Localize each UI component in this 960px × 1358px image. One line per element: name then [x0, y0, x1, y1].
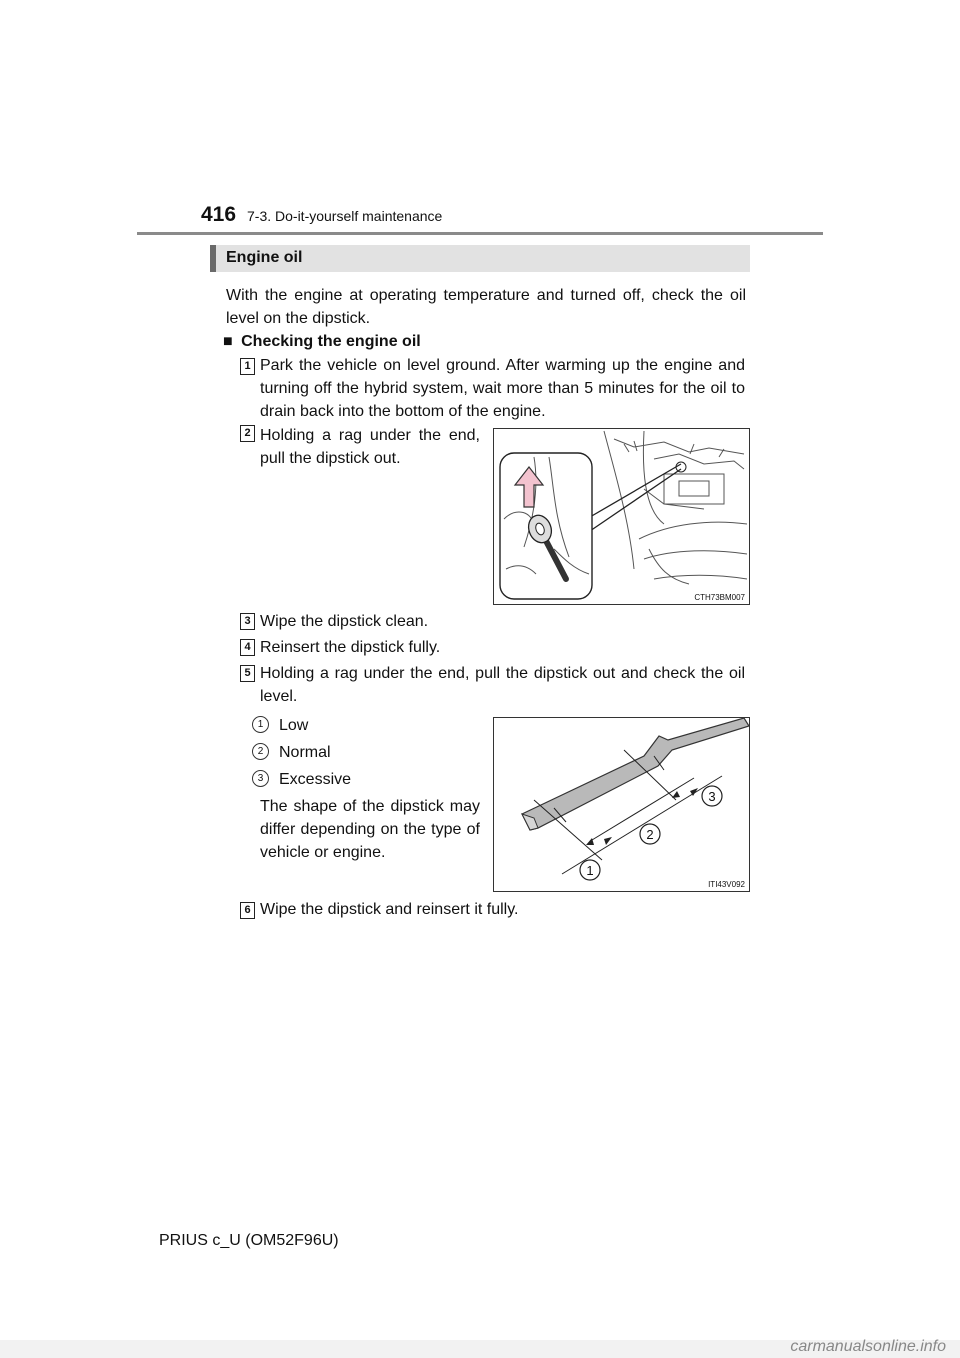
dipstick-level-figure: [493, 717, 750, 892]
step-text-2: Holding a rag under the end, pull the dipstick out.: [260, 427, 480, 467]
heading-bar: [210, 245, 750, 272]
step-text-1: Park the vehicle on level ground. After warming up the engine and turning off the hybrid system, wait more than 5 minutes for the oil to drain back into the bottom of the engine.: [260, 357, 745, 420]
step-text-6: Wipe the dipstick and reinsert it fully.: [260, 901, 519, 918]
heading-title: Engine oil: [226, 249, 303, 266]
dipstick-callout-1: 1: [586, 863, 594, 878]
figure-code: CTH73BM007: [694, 593, 745, 602]
watermark: carmanualsonline.info: [790, 1338, 946, 1355]
step-number-5: 5: [240, 665, 255, 682]
level-callout-1: 1: [252, 716, 269, 733]
engine-bay-dipstick-icon: [494, 429, 749, 604]
step-number-4: 4: [240, 639, 255, 656]
header-divider: [137, 232, 823, 235]
step-text-4: Reinsert the dipstick fully.: [260, 639, 441, 656]
step-text-3: Wipe the dipstick clean.: [260, 613, 429, 630]
level-label-low: Low: [279, 717, 309, 734]
step-number-6: 6: [240, 902, 255, 919]
engine-bay-figure: [493, 428, 750, 605]
step-number-1: 1: [240, 358, 255, 375]
level-callout-2: 2: [252, 743, 269, 760]
section-title: 7-3. Do-it-yourself maintenance: [247, 208, 443, 224]
page-number: 416: [201, 203, 237, 226]
dipstick-callout-2: 2: [646, 827, 654, 842]
step-text-5: Holding a rag under the end, pull the dipstick out and check the oil level.: [260, 665, 745, 705]
footer-model-code: PRIUS c_U (OM52F96U): [159, 1232, 339, 1249]
step-number-2: 2: [240, 425, 255, 442]
level-callout-3: 3: [252, 770, 269, 787]
level-label-excessive: Excessive: [279, 771, 352, 788]
subheading-text: Checking the engine oil: [241, 333, 421, 350]
step-number-3: 3: [240, 613, 255, 630]
square-bullet-icon: ■: [223, 333, 233, 350]
dipstick-note: The shape of the dipstick may differ depending on the type of vehicle or engine.: [260, 798, 480, 861]
dipstick-level-icon: [494, 718, 749, 891]
figure-code: ITI43V092: [708, 880, 745, 889]
level-label-normal: Normal: [279, 744, 331, 761]
intro-paragraph: With the engine at operating temperature and turned off, check the oil level on the dipstick.: [226, 287, 746, 327]
dipstick-callout-3: 3: [708, 789, 716, 804]
subheading: [223, 330, 421, 353]
